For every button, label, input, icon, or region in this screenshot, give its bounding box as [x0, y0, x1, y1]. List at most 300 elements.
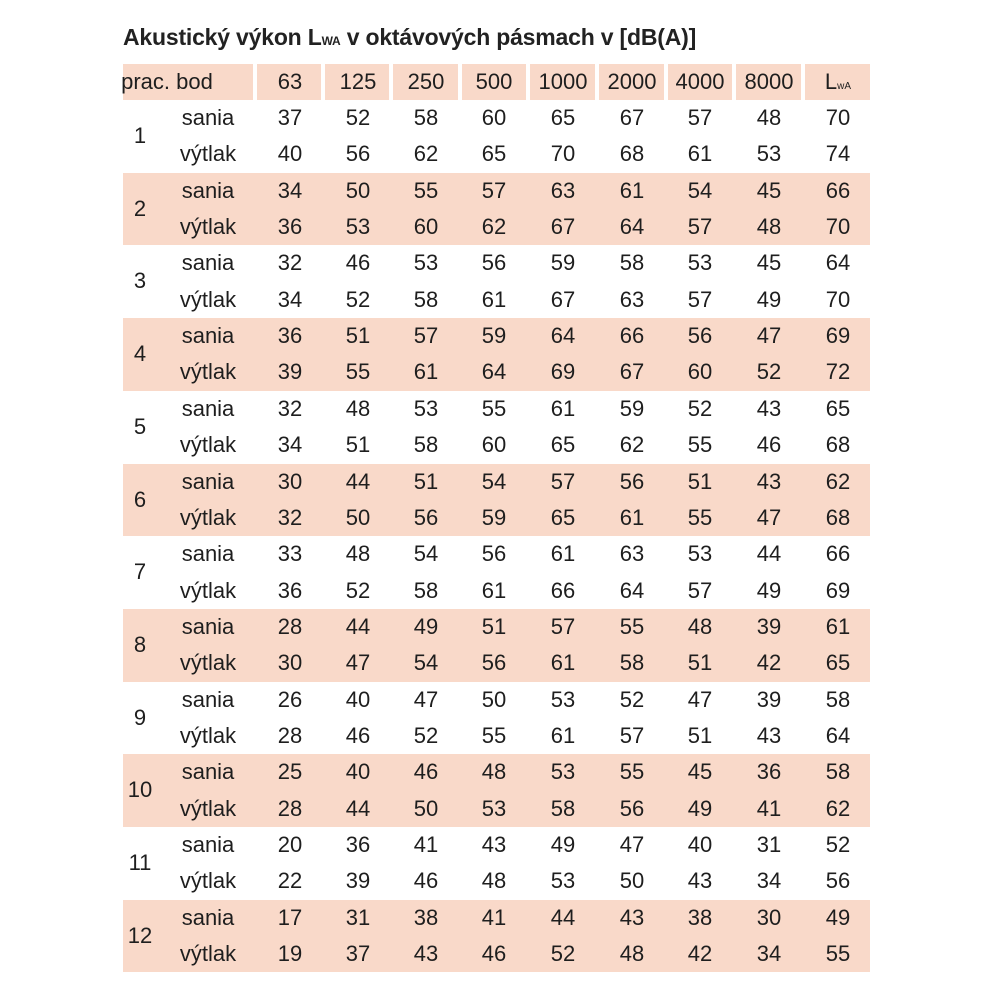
value-cell: 56 — [687, 323, 713, 349]
value-cell: 41 — [413, 832, 439, 857]
value-cell: 67 — [619, 359, 645, 385]
sania-label: sania — [181, 686, 235, 712]
value-cell: 46 — [756, 432, 782, 458]
header-lwa-main: L — [824, 69, 838, 94]
operating-point-8 — [123, 609, 870, 682]
value-cell: 39 — [277, 359, 303, 385]
point-number: 2 — [133, 195, 147, 221]
value-cell: 48 — [345, 541, 371, 567]
operating-point-2 — [123, 173, 870, 246]
value-cell: 40 — [687, 832, 713, 857]
title-subscript: WA — [321, 34, 341, 48]
value-cell: 67 — [550, 286, 576, 312]
value-cell: 62 — [619, 432, 645, 458]
value-cell: 48 — [756, 105, 782, 130]
value-cell: 47 — [345, 650, 371, 676]
value-cell: 45 — [756, 250, 782, 276]
value-cell: 58 — [413, 105, 439, 130]
value-cell: 54 — [413, 541, 439, 567]
value-cell: 67 — [619, 105, 645, 130]
value-cell: 46 — [413, 759, 439, 785]
value-cell: 55 — [825, 941, 851, 967]
value-cell: 46 — [345, 250, 371, 276]
header-separator — [389, 64, 393, 100]
value-cell: 48 — [687, 613, 713, 639]
value-cell: 63 — [619, 286, 645, 312]
vytlak-row — [123, 936, 870, 972]
header-band-2000: 2000 — [607, 69, 657, 94]
value-cell: 62 — [825, 468, 851, 494]
value-cell: 69 — [550, 359, 576, 385]
value-cell: 58 — [550, 795, 576, 821]
value-cell: 43 — [619, 904, 645, 930]
vytlak-row — [123, 863, 870, 899]
value-cell: 34 — [277, 432, 303, 458]
value-cell: 70 — [825, 105, 851, 130]
vytlak-row — [123, 791, 870, 827]
operating-point-7 — [123, 536, 870, 609]
value-cell: 64 — [825, 250, 851, 276]
value-cell: 54 — [481, 468, 507, 494]
value-cell: 67 — [550, 214, 576, 240]
header-separator — [732, 64, 736, 100]
value-cell: 53 — [550, 868, 576, 894]
value-cell: 30 — [277, 468, 303, 494]
value-cell: 48 — [756, 214, 782, 240]
value-cell: 55 — [413, 177, 439, 203]
value-cell: 31 — [756, 832, 782, 857]
value-cell: 61 — [687, 141, 713, 167]
value-cell: 61 — [550, 650, 576, 676]
sania-row — [123, 682, 870, 718]
value-cell: 48 — [345, 395, 371, 421]
value-cell: 70 — [825, 214, 851, 240]
value-cell: 34 — [277, 177, 303, 203]
value-cell: 41 — [481, 904, 507, 930]
sania-label: sania — [181, 759, 235, 785]
header-band-250: 250 — [407, 69, 445, 94]
value-cell: 31 — [345, 904, 371, 930]
value-cell: 58 — [413, 432, 439, 458]
value-cell: 44 — [550, 904, 576, 930]
point-number: 11 — [128, 850, 152, 875]
value-cell: 48 — [481, 868, 507, 894]
value-cell: 51 — [413, 468, 439, 494]
value-cell: 34 — [277, 286, 303, 312]
vytlak-row — [123, 500, 870, 536]
point-number: 7 — [133, 559, 147, 585]
value-cell: 74 — [825, 141, 851, 167]
sania-label: sania — [181, 904, 235, 930]
value-cell: 32 — [277, 250, 303, 276]
value-cell: 47 — [756, 323, 782, 349]
value-cell: 64 — [550, 323, 576, 349]
value-cell: 69 — [825, 323, 851, 349]
vytlak-label: výtlak — [179, 577, 237, 603]
value-cell: 59 — [550, 250, 576, 276]
value-cell: 17 — [277, 904, 303, 930]
operating-point-4 — [123, 318, 870, 391]
value-cell: 40 — [345, 686, 371, 712]
sania-row — [123, 609, 870, 645]
value-cell: 36 — [277, 323, 303, 349]
value-cell: 43 — [756, 395, 782, 421]
value-cell: 58 — [619, 250, 645, 276]
title-suffix: v oktávových pásmach v [dB(A)] — [340, 24, 697, 50]
table-title — [123, 24, 696, 51]
value-cell: 70 — [550, 141, 576, 167]
vytlak-row — [123, 718, 870, 754]
value-cell: 28 — [277, 795, 303, 821]
vytlak-label: výtlak — [179, 868, 237, 894]
header-separator — [801, 64, 805, 100]
value-cell: 50 — [413, 795, 439, 821]
sania-row — [123, 464, 870, 500]
value-cell: 61 — [413, 359, 439, 385]
value-cell: 44 — [756, 541, 782, 567]
sania-label: sania — [181, 105, 235, 130]
sania-label: sania — [181, 177, 235, 203]
table-header-row — [123, 64, 870, 100]
value-cell: 52 — [619, 686, 645, 712]
point-number: 12 — [127, 922, 153, 948]
value-cell: 44 — [345, 468, 371, 494]
value-cell: 26 — [277, 686, 303, 712]
value-cell: 58 — [413, 577, 439, 603]
header-band-63: 63 — [277, 69, 303, 94]
value-cell: 42 — [687, 941, 713, 967]
value-cell: 53 — [550, 686, 576, 712]
value-cell: 32 — [277, 504, 303, 530]
value-cell: 57 — [687, 286, 713, 312]
value-cell: 52 — [550, 941, 576, 967]
sania-row — [123, 100, 870, 136]
value-cell: 61 — [619, 177, 645, 203]
sania-label: sania — [181, 541, 235, 567]
value-cell: 64 — [619, 577, 645, 603]
value-cell: 54 — [413, 650, 439, 676]
value-cell: 68 — [825, 432, 851, 458]
value-cell: 61 — [481, 286, 507, 312]
value-cell: 52 — [825, 832, 851, 857]
value-cell: 60 — [481, 432, 507, 458]
value-cell: 56 — [825, 868, 851, 894]
value-cell: 57 — [619, 722, 645, 748]
value-cell: 57 — [550, 468, 576, 494]
vytlak-label: výtlak — [179, 795, 237, 821]
value-cell: 43 — [756, 468, 782, 494]
operating-point-5 — [123, 391, 870, 464]
value-cell: 36 — [345, 832, 371, 857]
value-cell: 51 — [481, 613, 507, 639]
value-cell: 51 — [687, 722, 713, 748]
value-cell: 58 — [413, 286, 439, 312]
value-cell: 51 — [687, 650, 713, 676]
value-cell: 36 — [277, 577, 303, 603]
sania-label: sania — [181, 613, 235, 639]
vytlak-label: výtlak — [179, 214, 237, 240]
value-cell: 56 — [619, 468, 645, 494]
header-separator — [253, 64, 257, 100]
value-cell: 65 — [550, 504, 576, 530]
point-number: 6 — [133, 486, 147, 512]
header-band-1000: 1000 — [538, 69, 588, 94]
header-band-4000: 4000 — [675, 69, 725, 94]
point-number: 3 — [133, 268, 147, 294]
value-cell: 52 — [345, 286, 371, 312]
value-cell: 59 — [481, 323, 507, 349]
value-cell: 62 — [481, 214, 507, 240]
value-cell: 44 — [345, 795, 371, 821]
header-band-125: 125 — [339, 69, 377, 94]
point-number: 8 — [133, 631, 147, 657]
header-separator — [321, 64, 325, 100]
value-cell: 30 — [277, 650, 303, 676]
vytlak-label: výtlak — [179, 504, 237, 530]
vytlak-row — [123, 573, 870, 609]
value-cell: 52 — [687, 395, 713, 421]
value-cell: 34 — [756, 941, 782, 967]
vytlak-row — [123, 136, 870, 172]
value-cell: 57 — [413, 323, 439, 349]
value-cell: 34 — [756, 868, 782, 894]
value-cell: 61 — [550, 722, 576, 748]
header-band-8000: 8000 — [744, 69, 794, 94]
value-cell: 56 — [619, 795, 645, 821]
operating-point-10 — [123, 754, 870, 827]
value-cell: 64 — [481, 359, 507, 385]
value-cell: 53 — [687, 250, 713, 276]
value-cell: 61 — [619, 504, 645, 530]
vytlak-label: výtlak — [179, 286, 237, 312]
sania-row — [123, 245, 870, 281]
vytlak-label: výtlak — [179, 141, 237, 167]
value-cell: 46 — [413, 868, 439, 894]
value-cell: 64 — [619, 214, 645, 240]
value-cell: 55 — [687, 504, 713, 530]
value-cell: 68 — [619, 141, 645, 167]
value-cell: 61 — [481, 577, 507, 603]
header-separator — [595, 64, 599, 100]
value-cell: 47 — [413, 686, 439, 712]
value-cell: 58 — [825, 759, 851, 785]
value-cell: 54 — [687, 177, 713, 203]
sania-label: sania — [181, 468, 235, 494]
value-cell: 53 — [481, 795, 507, 821]
value-cell: 33 — [277, 541, 303, 567]
value-cell: 45 — [687, 759, 713, 785]
value-cell: 62 — [413, 141, 439, 167]
value-cell: 20 — [277, 832, 303, 857]
sania-row — [123, 827, 870, 863]
value-cell: 44 — [345, 613, 371, 639]
value-cell: 52 — [413, 722, 439, 748]
vytlak-label: výtlak — [179, 941, 237, 967]
value-cell: 56 — [481, 250, 507, 276]
value-cell: 43 — [481, 832, 507, 857]
value-cell: 52 — [345, 105, 371, 130]
sania-row — [123, 391, 870, 427]
sania-row — [123, 536, 870, 572]
value-cell: 36 — [277, 214, 303, 240]
operating-point-3 — [123, 245, 870, 318]
value-cell: 39 — [756, 686, 782, 712]
value-cell: 47 — [756, 504, 782, 530]
point-number: 4 — [133, 341, 147, 367]
value-cell: 72 — [825, 359, 851, 385]
value-cell: 60 — [413, 214, 439, 240]
value-cell: 55 — [619, 613, 645, 639]
sania-label: sania — [181, 395, 235, 421]
title-prefix: Akustický výkon L — [123, 24, 322, 50]
value-cell: 53 — [756, 141, 782, 167]
value-cell: 51 — [345, 323, 371, 349]
header-lwa-sub: wA — [837, 81, 852, 92]
value-cell: 58 — [619, 650, 645, 676]
value-cell: 65 — [825, 650, 851, 676]
vytlak-label: výtlak — [179, 722, 237, 748]
vytlak-label: výtlak — [179, 650, 237, 676]
value-cell: 56 — [345, 141, 371, 167]
value-cell: 53 — [345, 214, 371, 240]
value-cell: 55 — [687, 432, 713, 458]
value-cell: 30 — [756, 904, 782, 930]
value-cell: 57 — [687, 214, 713, 240]
value-cell: 52 — [345, 577, 371, 603]
value-cell: 59 — [619, 395, 645, 421]
value-cell: 51 — [345, 432, 371, 458]
value-cell: 65 — [550, 105, 576, 130]
value-cell: 61 — [550, 395, 576, 421]
value-cell: 48 — [481, 759, 507, 785]
value-cell: 43 — [687, 868, 713, 894]
value-cell: 66 — [825, 541, 851, 567]
value-cell: 57 — [687, 105, 713, 130]
value-cell: 40 — [345, 759, 371, 785]
value-cell: 60 — [687, 359, 713, 385]
operating-point-11 — [123, 827, 870, 900]
value-cell: 49 — [550, 832, 576, 857]
value-cell: 50 — [481, 686, 507, 712]
operating-point-9 — [123, 682, 870, 755]
value-cell: 58 — [825, 686, 851, 712]
value-cell: 49 — [756, 286, 782, 312]
value-cell: 40 — [277, 141, 303, 167]
value-cell: 49 — [825, 904, 851, 930]
value-cell: 49 — [756, 577, 782, 603]
value-cell: 50 — [619, 868, 645, 894]
value-cell: 49 — [413, 613, 439, 639]
value-cell: 41 — [756, 795, 782, 821]
sania-row — [123, 900, 870, 936]
value-cell: 61 — [550, 541, 576, 567]
value-cell: 37 — [277, 105, 303, 130]
value-cell: 28 — [277, 613, 303, 639]
vytlak-row — [123, 209, 870, 245]
value-cell: 65 — [481, 141, 507, 167]
value-cell: 64 — [825, 722, 851, 748]
value-cell: 39 — [345, 868, 371, 894]
value-cell: 38 — [413, 904, 439, 930]
value-cell: 57 — [687, 577, 713, 603]
value-cell: 56 — [413, 504, 439, 530]
value-cell: 69 — [825, 577, 851, 603]
value-cell: 48 — [619, 941, 645, 967]
value-cell: 52 — [756, 359, 782, 385]
value-cell: 62 — [825, 795, 851, 821]
value-cell: 47 — [619, 832, 645, 857]
vytlak-label: výtlak — [179, 432, 237, 458]
value-cell: 25 — [277, 759, 303, 785]
sania-label: sania — [181, 832, 235, 857]
value-cell: 63 — [550, 177, 576, 203]
value-cell: 38 — [687, 904, 713, 930]
value-cell: 59 — [481, 504, 507, 530]
value-cell: 63 — [619, 541, 645, 567]
point-number: 1 — [133, 123, 147, 148]
sania-row — [123, 173, 870, 209]
value-cell: 53 — [687, 541, 713, 567]
sania-row — [123, 318, 870, 354]
operating-point-12 — [123, 900, 870, 973]
value-cell: 46 — [481, 941, 507, 967]
value-cell: 45 — [756, 177, 782, 203]
value-cell: 43 — [756, 722, 782, 748]
value-cell: 56 — [481, 650, 507, 676]
vytlak-label: výtlak — [179, 359, 237, 385]
value-cell: 68 — [825, 504, 851, 530]
header-band-500: 500 — [475, 69, 513, 94]
header-separator — [458, 64, 462, 100]
value-cell: 50 — [345, 177, 371, 203]
value-cell: 65 — [550, 432, 576, 458]
value-cell: 42 — [756, 650, 782, 676]
value-cell: 49 — [687, 795, 713, 821]
vytlak-row — [123, 282, 870, 318]
header-separator — [664, 64, 668, 100]
value-cell: 50 — [345, 504, 371, 530]
point-number: 5 — [133, 413, 147, 439]
value-cell: 53 — [413, 250, 439, 276]
value-cell: 66 — [619, 323, 645, 349]
value-cell: 61 — [825, 613, 851, 639]
header-point: prac. bod — [121, 69, 213, 94]
value-cell: 51 — [687, 468, 713, 494]
sania-row — [123, 754, 870, 790]
value-cell: 22 — [277, 868, 303, 894]
operating-point-6 — [123, 464, 870, 537]
vytlak-row — [123, 354, 870, 390]
value-cell: 56 — [481, 541, 507, 567]
value-cell: 39 — [756, 613, 782, 639]
value-cell: 19 — [277, 941, 303, 967]
sania-label: sania — [181, 323, 235, 349]
value-cell: 66 — [825, 177, 851, 203]
value-cell: 55 — [345, 359, 371, 385]
value-cell: 60 — [481, 105, 507, 130]
value-cell: 28 — [277, 722, 303, 748]
point-number: 10 — [127, 777, 153, 803]
point-number: 9 — [133, 704, 147, 730]
value-cell: 53 — [550, 759, 576, 785]
sania-label: sania — [181, 250, 235, 276]
value-cell: 32 — [277, 395, 303, 421]
value-cell: 66 — [550, 577, 576, 603]
value-cell: 55 — [619, 759, 645, 785]
header-lwa — [805, 64, 871, 100]
value-cell: 36 — [756, 759, 782, 785]
value-cell: 43 — [413, 941, 439, 967]
